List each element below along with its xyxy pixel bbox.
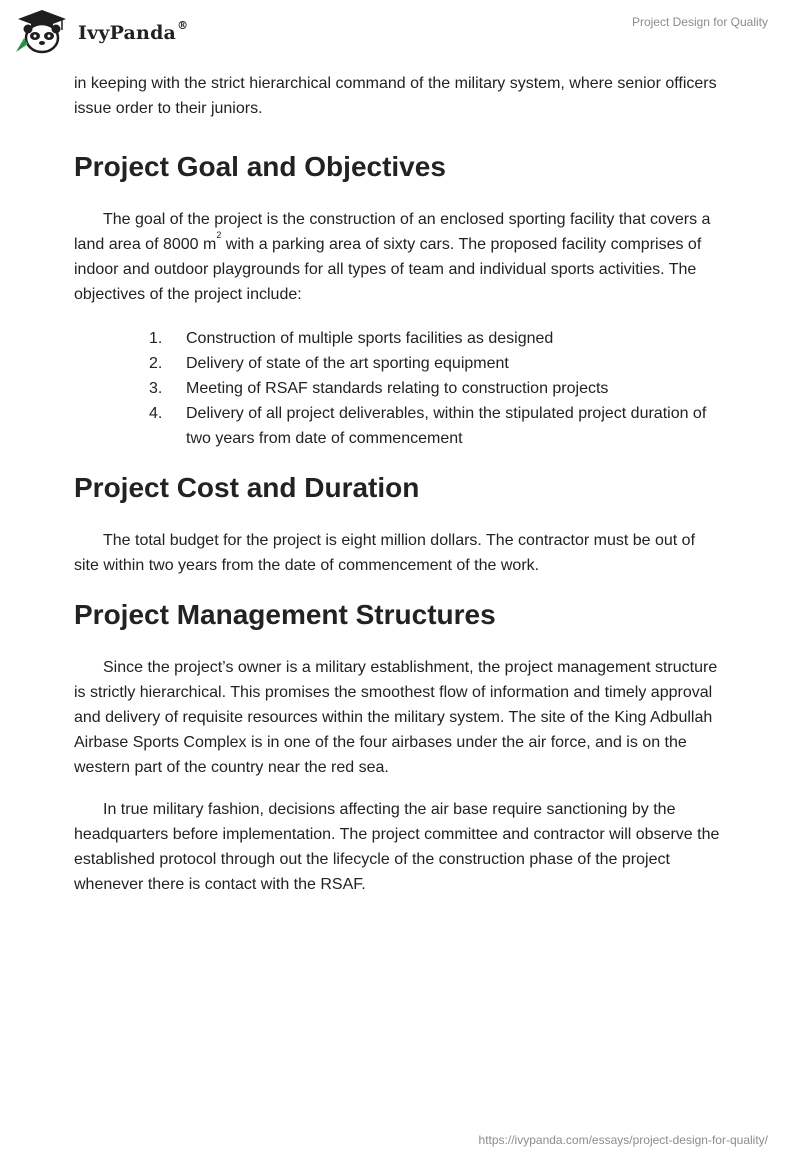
cost-paragraph: The total budget for the project is eight million dollars. The contractor must be out of site within two years from the date of commencement of the work. — [74, 532, 696, 574]
management-paragraph-1: Since the project’s owner is a military establishment, the project management structure is strictly hierarchical. This promises the smoothest flow of information and timely approval and delivery of requisite resources within the military system. The site of the King Adbullah Airbase Sports Complex is in one of the four airbases under the air force, and is on the western part of the country near the red sea. — [74, 659, 718, 776]
brand-logo[interactable] — [14, 8, 188, 54]
management-heading: Project Management Structures — [74, 599, 496, 630]
goal-paragraph-part2: with a parking area of sixty cars. The proposed facility comprises of indoor and outdoor playgrounds for all types of team and individual sports activities. The objectives of the project include: — [74, 236, 702, 303]
goal-heading: Project Goal and Objectives — [74, 151, 446, 182]
management-paragraph-2: In true military fashion, decisions affecting the air base require sanctioning by the headquarters before implementation. The project committee and contractor will observe the established protocol through out the lifecycle of the construction phase of the project whenever there is contact with the RSAF. — [74, 801, 720, 893]
intro-continuation-paragraph: in keeping with the strict hierarchical command of the military system, where senior officers issue order to their juniors. — [74, 75, 717, 117]
list-item — [74, 351, 724, 376]
list-text: Meeting of RSAF standards relating to construction projects — [186, 380, 609, 397]
goal-paragraph-part1: The goal of the project is the construction of an enclosed sporting facility that covers a land area of 8000 m — [74, 211, 711, 253]
list-number: 4. — [149, 405, 163, 422]
list-number: 1. — [149, 330, 163, 347]
list-item — [74, 326, 724, 351]
list-item — [74, 401, 724, 451]
document-title: Project Design for Quality — [631, 15, 768, 29]
goal-paragraph — [74, 207, 724, 307]
panda-logo-icon — [14, 8, 70, 54]
list-number: 2. — [149, 355, 163, 372]
list-item — [74, 376, 724, 401]
page-header — [0, 0, 800, 60]
registered-mark: ® — [177, 19, 189, 32]
objectives-list — [74, 326, 724, 451]
list-text: Delivery of all project deliverables, within the stipulated project duration of two years from date of commencement — [186, 405, 707, 447]
cost-heading: Project Cost and Duration — [74, 472, 420, 503]
list-text: Delivery of state of the art sporting equipment — [186, 355, 509, 372]
essay-content — [74, 71, 724, 897]
source-url-link[interactable]: https://ivypanda.com/essays/project-design-for-quality/ — [478, 1133, 768, 1147]
list-number: 3. — [149, 380, 163, 397]
brand-name: IvyPanda® — [78, 19, 189, 44]
list-text: Construction of multiple sports facilities as designed — [186, 330, 554, 347]
squared-superscript: 2 — [216, 230, 222, 240]
